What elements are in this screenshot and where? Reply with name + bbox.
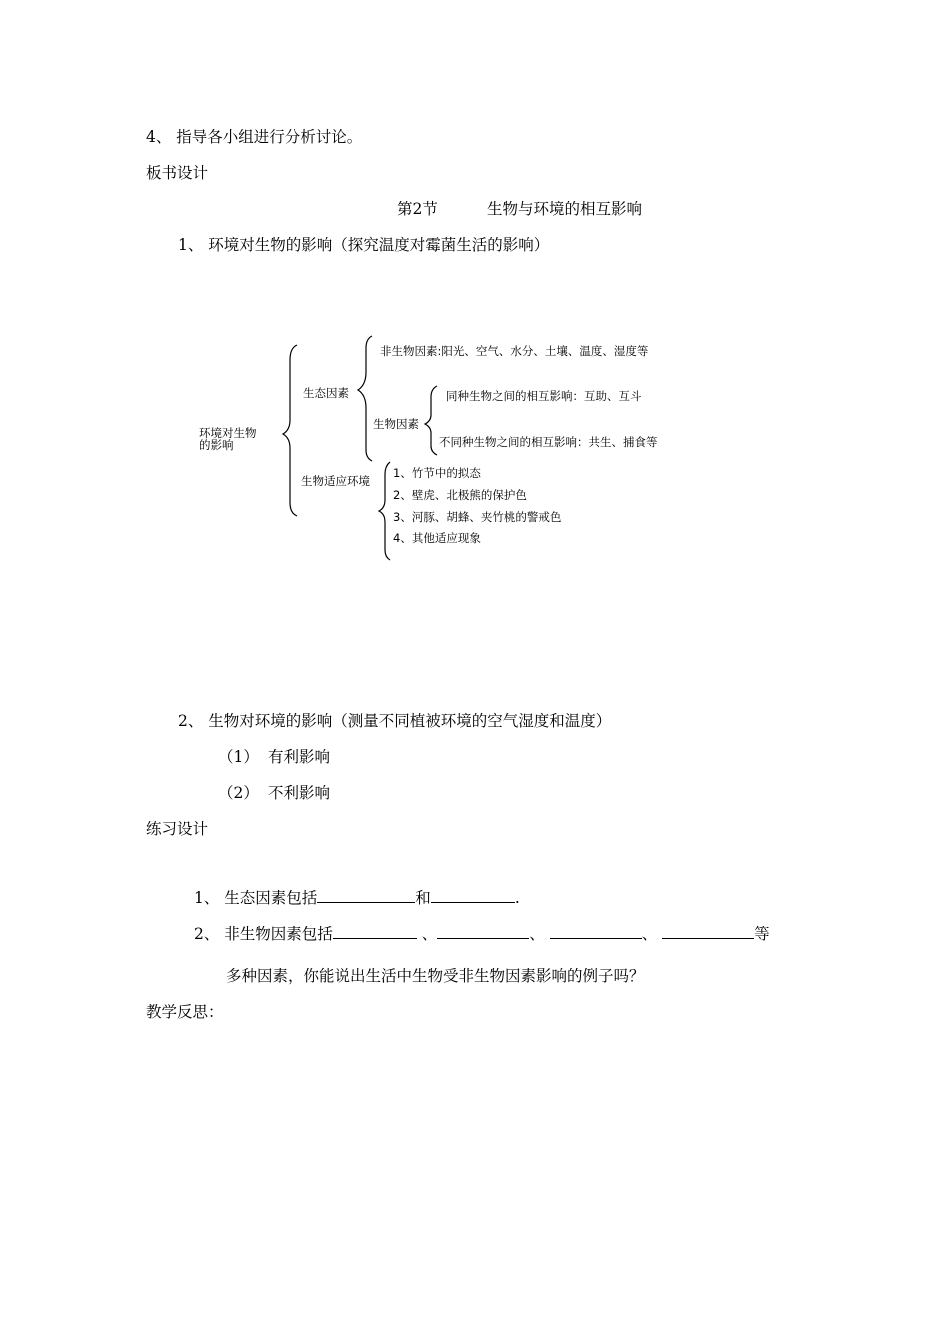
blank-6[interactable]: [662, 924, 754, 939]
board-design-heading: 板书设计: [146, 164, 209, 182]
root-label-line2: 的影响: [199, 438, 234, 452]
eco-brace: [358, 336, 372, 461]
diff-species-label: 不同种生物之间的相互影响：共生、捕食等: [439, 435, 658, 449]
blank-5[interactable]: [550, 924, 642, 939]
question-1-end: .: [514, 889, 520, 907]
biotic-brace: [425, 386, 437, 455]
sub-2-text: 不利影响: [268, 784, 331, 802]
adapt-item: 1、竹节中的拟态: [393, 466, 481, 480]
blank-3[interactable]: [333, 924, 417, 939]
adapt-brace: [379, 462, 390, 560]
question-2-sep: 、: [641, 925, 658, 943]
adapt-item: 2、壁虎、北极熊的保护色: [393, 488, 527, 502]
same-species-label: 同种生物之间的相互影响：互助、互斗: [446, 389, 642, 403]
reflection-heading: 教学反思：: [146, 1003, 224, 1021]
question-1-and: 和: [415, 889, 431, 907]
blank-1[interactable]: [317, 888, 415, 903]
question-1: [194, 888, 520, 908]
question-2-sep: 、: [529, 925, 545, 943]
question-2-end: 等: [754, 925, 770, 943]
exercise-heading: 练习设计: [146, 820, 209, 838]
sub-1-text: 有利影响: [268, 748, 331, 766]
section-title: 生物与环境的相互影响: [487, 200, 643, 218]
question-2: [194, 924, 770, 944]
adapt-item: 3、河豚、胡蜂、夹竹桃的警戒色: [393, 510, 562, 524]
question-1-text: 1、 生态因素包括: [194, 889, 318, 907]
eco-factors-label: 生态因素: [303, 386, 349, 400]
question-2-sep: 、: [421, 925, 438, 943]
adapt-item: 4、其他适应现象: [393, 531, 481, 545]
question-2-continuation: 多种因素，你能说出生活中生物受非生物因素影响的例子吗？: [226, 967, 645, 985]
sub-2-number: （2）: [218, 784, 259, 802]
section-number: 第2节: [397, 200, 438, 218]
sub-1-number: （1）: [218, 748, 259, 766]
abiotic-label: 非生物因素:阳光、空气、水分、土壤、温度、湿度等: [380, 344, 649, 358]
biotic-label: 生物因素: [373, 417, 419, 431]
step-4-text: 4、 指导各小组进行分析讨论。: [146, 128, 363, 146]
blank-4[interactable]: [437, 924, 529, 939]
item-2-text: 2、 生物对环境的影响（测量不同植被环境的空气湿度和温度）: [178, 712, 612, 730]
question-2-text: 2、 非生物因素包括: [194, 925, 333, 943]
item-1-text: 1、 环境对生物的影响（探究温度对霉菌生活的影响）: [178, 236, 550, 254]
adapt-label: 生物适应环境: [301, 474, 370, 488]
blank-2[interactable]: [431, 888, 515, 903]
root-label-line1: 环境对生物: [199, 426, 257, 440]
main-brace: [283, 345, 297, 516]
